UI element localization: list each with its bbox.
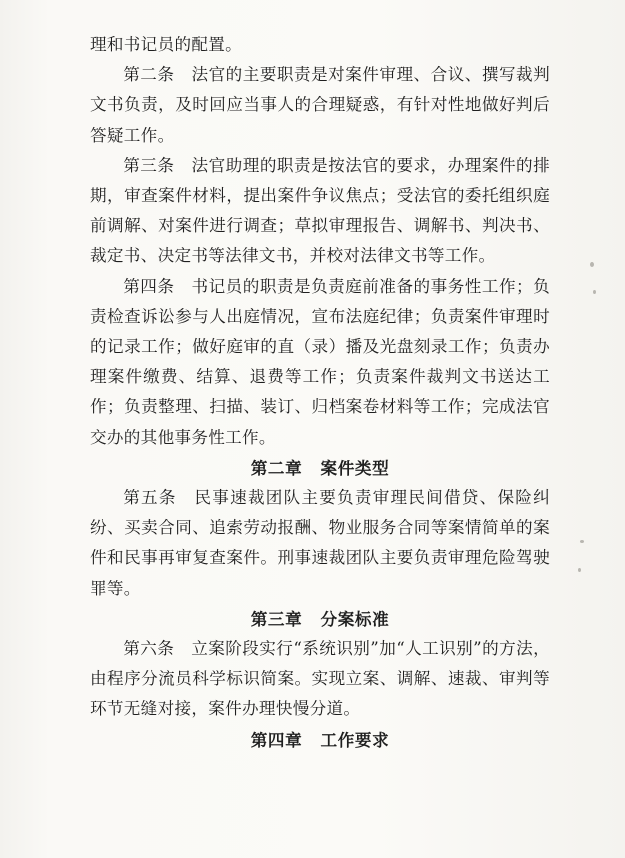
chapter-2-heading xyxy=(90,453,550,483)
chapter-title: 分案标准 xyxy=(320,608,390,629)
scan-speck xyxy=(580,540,584,543)
article-5: 第五条 民事速裁团队主要负责审理民间借贷、保险纠纷、买卖合同、追索劳动报酬、物业服务合同等案情简单的案件和民事再审复查案件。刑事速裁团队主要负责审理危险驾驶罪等。 xyxy=(90,488,550,598)
scan-speck xyxy=(590,262,594,267)
chapter-title: 案件类型 xyxy=(320,457,390,478)
paragraph-continued: 理和书记员的配置。 xyxy=(90,35,243,54)
chapter-3-heading xyxy=(90,604,550,634)
scan-speck xyxy=(578,568,581,572)
chapter-number: 第二章 xyxy=(250,457,303,478)
article-3: 第三条 法官助理的职责是按法官的要求，办理案件的排期，审查案件材料，提出案件争议焦点；受法官的委托组织庭前调解、对案件进行调查；草拟审理报告、调解书、判决书、裁定书、决定书等法律文书，并校对法律文书等工作。 xyxy=(90,155,550,266)
article-2: 第二条 法官的主要职责是对案件审理、合议、撰写裁判文书负责，及时回应当事人的合理疑惑，有针对性地做好判后答疑工作。 xyxy=(90,65,550,145)
article-4: 第四条 书记员的职责是负责庭前准备的事务性工作；负责检查诉讼参与人出庭情况，宣布法庭纪律；负责案件审理时的记录工作；做好庭审的直（录）播及光盘刻录工作；负责办理案件缴费、结算、退费等工作；负责案件裁判文书送达工作；负责整理、扫描、装订、归档案卷材料等工作；完成法官交办的其他事务性工作。 xyxy=(90,276,550,447)
chapter-4-heading xyxy=(90,725,550,755)
article-6: 第六条 立案阶段实行“系统识别”加“人工识别”的方法，由程序分流员科学标识简案。实现立案、调解、速裁、审判等环节无缝对接，案件办理快慢分道。 xyxy=(90,639,550,719)
chapter-number: 第三章 xyxy=(250,608,303,629)
chapter-number: 第四章 xyxy=(250,729,303,750)
document-body xyxy=(90,30,550,755)
scan-speck xyxy=(593,290,596,294)
chapter-title: 工作要求 xyxy=(320,729,390,750)
